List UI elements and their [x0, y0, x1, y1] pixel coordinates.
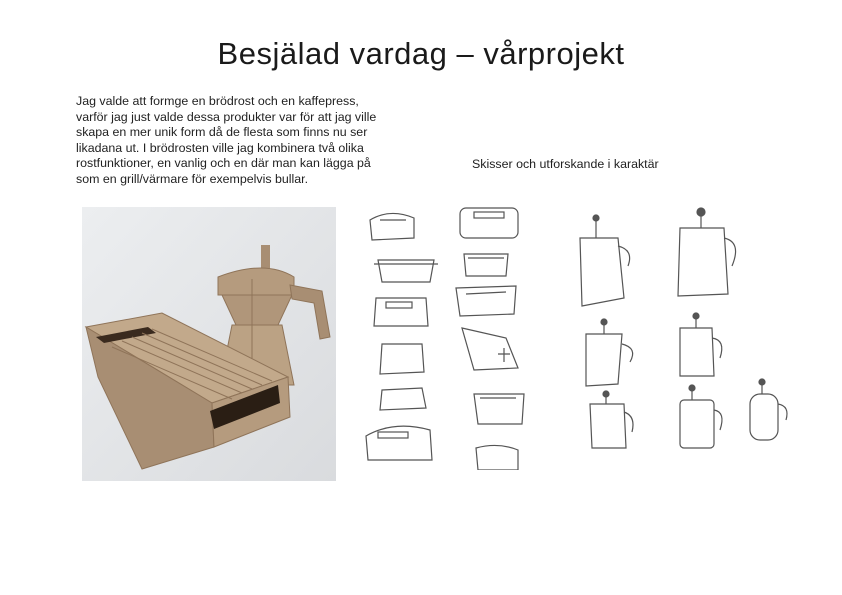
toaster-sketches [356, 198, 554, 470]
press-sketch [678, 208, 736, 296]
press-sketch [580, 215, 630, 306]
intro-line: som en grill/värmare för exempelvis bullar. [76, 171, 309, 186]
press-sketch [680, 385, 722, 448]
toaster-sketch [460, 208, 518, 238]
toaster-sketch [476, 445, 518, 470]
press-sketch [586, 319, 633, 386]
intro-line: rostfunktioner, en vanlig och en där man kan lägga på [76, 156, 371, 171]
coffee-press-sketches [556, 198, 796, 470]
press-sketch [680, 313, 722, 376]
page-title: Besjälad vardag – vårprojekt [217, 36, 625, 71]
toaster-sketch [474, 394, 524, 424]
toaster-sketch [366, 426, 432, 460]
intro-line: likadana ut. I brödrosten ville jag kombinera två olika [76, 140, 364, 155]
sketch-caption: Skisser och utforskande i karaktär [472, 157, 659, 171]
toaster-sketch [462, 328, 518, 370]
press-sketch [750, 379, 787, 440]
toaster-sketch [374, 298, 428, 326]
toaster-sketch [374, 260, 438, 282]
intro-line: Jag valde att formge en brödrost och en kaffepress, [76, 94, 359, 108]
toaster-sketch [370, 213, 414, 240]
prototype-photo [82, 207, 336, 481]
toaster-sketch [464, 254, 508, 276]
press-sketch [590, 391, 633, 448]
toaster-sketch [380, 388, 426, 410]
intro-paragraph [76, 94, 438, 188]
toaster-sketch [456, 286, 516, 316]
intro-line: skapa en mer unik form då de flesta som finns nu ser [76, 125, 368, 140]
intro-line: varför jag just valde dessa produkter var för att jag ville [76, 109, 377, 124]
toaster-sketch [380, 344, 424, 374]
